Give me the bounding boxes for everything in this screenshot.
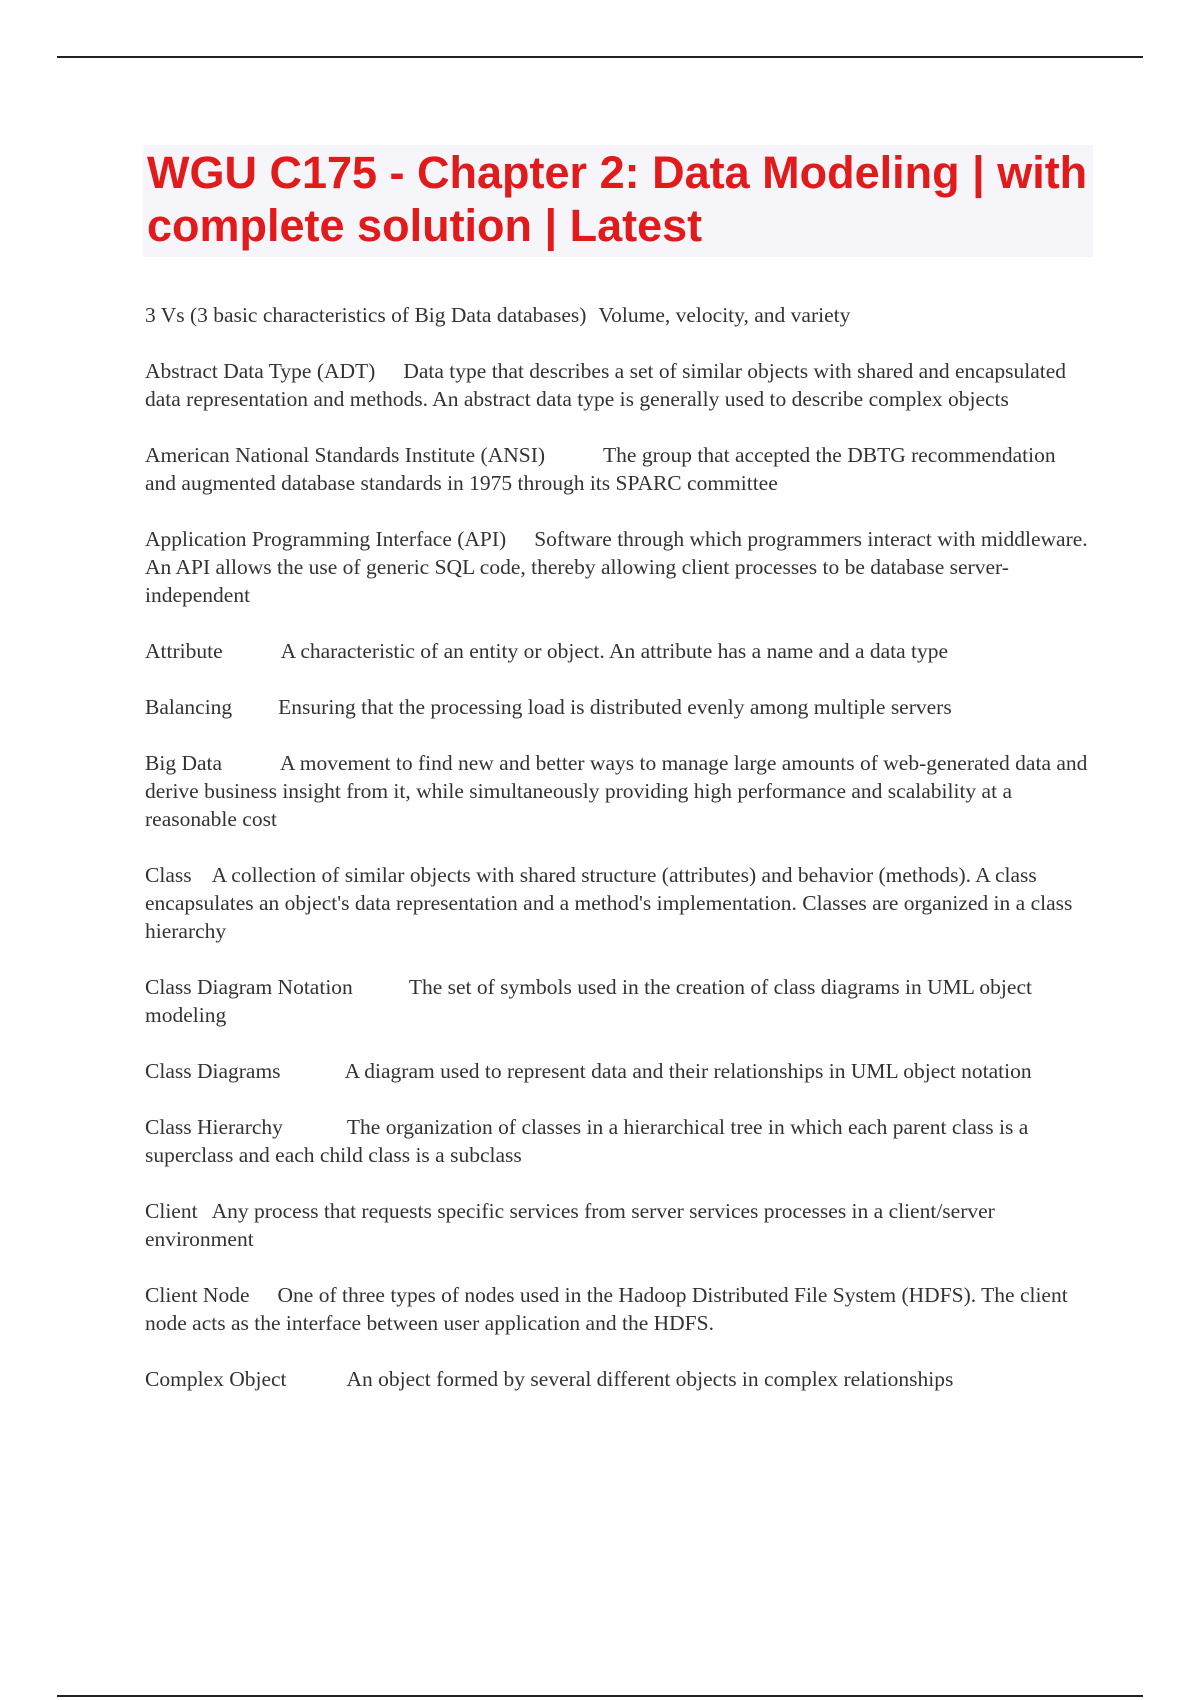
glossary-entry bbox=[145, 1365, 1090, 1393]
glossary-entry bbox=[145, 357, 1090, 413]
glossary-definition: Volume, velocity, and variety bbox=[598, 303, 851, 327]
glossary-term: Balancing bbox=[145, 695, 233, 719]
glossary-entry bbox=[145, 1057, 1090, 1085]
glossary-entry bbox=[145, 861, 1090, 945]
glossary-term: Application Programming Interface (API) bbox=[145, 527, 507, 551]
glossary-entry bbox=[145, 1113, 1090, 1169]
glossary-entry bbox=[145, 1197, 1090, 1253]
glossary-term: Abstract Data Type (ADT) bbox=[145, 359, 376, 383]
glossary-definition: Software through which programmers interact with middleware. An API allows the use of generic SQL code, thereby allowing client processes to be database server-independent bbox=[145, 527, 1088, 607]
glossary-definition: Ensuring that the processing load is distributed evenly among multiple servers bbox=[278, 695, 952, 719]
glossary-definition: The group that accepted the DBTG recommendation and augmented database standards in 1975 through its SPARC committee bbox=[145, 443, 1056, 495]
glossary-definition: A diagram used to represent data and their relationships in UML object notation bbox=[344, 1059, 1032, 1083]
glossary-definition: Data type that describes a set of similar objects with shared and encapsulated data representation and methods. An abstract data type is generally used to describe complex objects bbox=[145, 359, 1067, 411]
top-rule bbox=[57, 56, 1143, 58]
glossary-term: Class Hierarchy bbox=[145, 1115, 283, 1139]
glossary-definition: The set of symbols used in the creation of class diagrams in UML object modeling bbox=[145, 975, 1032, 1027]
glossary-term: Class Diagram Notation bbox=[145, 975, 353, 999]
glossary-entry bbox=[145, 749, 1090, 833]
glossary-entry bbox=[145, 301, 1090, 329]
glossary-term: Big Data bbox=[145, 751, 223, 775]
document-title: WGU C175 - Chapter 2: Data Modeling | with complete solution | Latest bbox=[147, 147, 1088, 251]
glossary-definition: A characteristic of an entity or object. An attribute has a name and a data type bbox=[280, 639, 949, 663]
glossary-entry bbox=[145, 637, 1090, 665]
glossary-term: 3 Vs (3 basic characteristics of Big Data databases) bbox=[145, 303, 587, 327]
glossary-definition: An object formed by several different objects in complex relationships bbox=[346, 1367, 954, 1391]
glossary-definition: A collection of similar objects with shared structure (attributes) and behavior (methods). A class encapsulates an object's data representation and a method's implementation. Classes are organized in a class hierarchy bbox=[145, 863, 1073, 943]
glossary-definition: Any process that requests specific services from server services processes in a client/server environment bbox=[145, 1199, 995, 1251]
glossary-definition: The organization of classes in a hierarchical tree in which each parent class is a superclass and each child class is a subclass bbox=[145, 1115, 1029, 1167]
title-banner bbox=[143, 145, 1093, 257]
bottom-rule bbox=[57, 1695, 1143, 1697]
glossary-term: Client bbox=[145, 1199, 198, 1223]
glossary-entry bbox=[145, 973, 1090, 1029]
glossary-term: Attribute bbox=[145, 639, 223, 663]
glossary-entry bbox=[145, 525, 1090, 609]
glossary-term: Complex Object bbox=[145, 1367, 287, 1391]
glossary-term: American National Standards Institute (ANSI) bbox=[145, 443, 546, 467]
glossary-entry bbox=[145, 693, 1090, 721]
glossary-definition: One of three types of nodes used in the Hadoop Distributed File System (HDFS). The client node acts as the interface between user application and the HDFS. bbox=[145, 1283, 1068, 1335]
glossary-definition: A movement to find new and better ways to manage large amounts of web-generated data and derive business insight from it, while simultaneously providing high performance and scalability at a reasonable cost bbox=[145, 751, 1088, 831]
glossary-entry bbox=[145, 1281, 1090, 1337]
glossary-term: Class Diagrams bbox=[145, 1059, 281, 1083]
glossary-term: Class bbox=[145, 863, 192, 887]
glossary-entry bbox=[145, 441, 1090, 497]
glossary-list bbox=[145, 301, 1090, 1421]
glossary-term: Client Node bbox=[145, 1283, 250, 1307]
